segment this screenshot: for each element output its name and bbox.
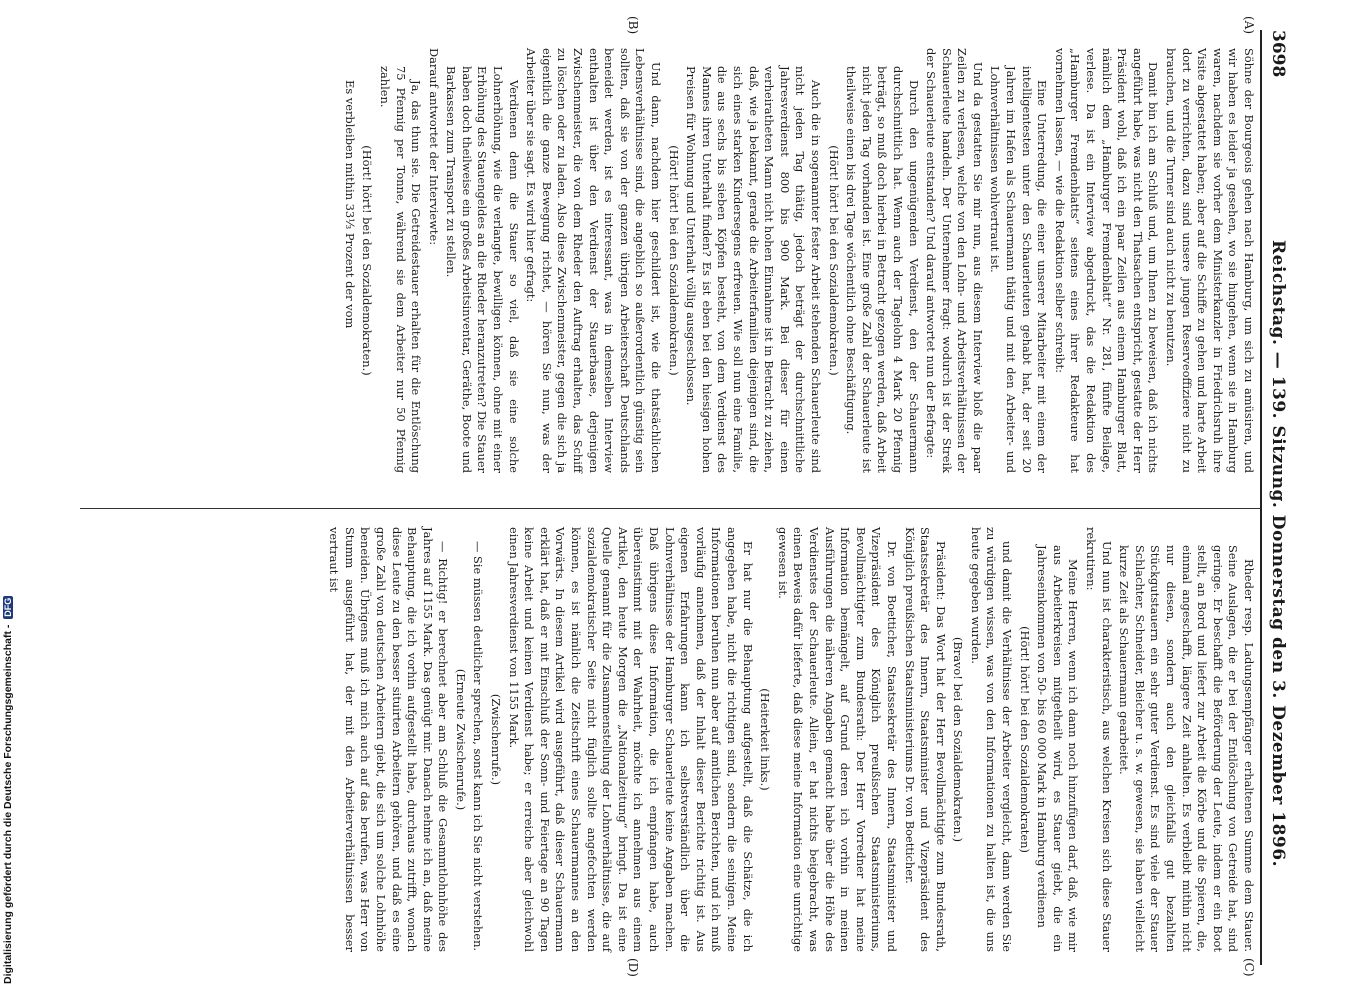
header-rule [1260,30,1262,965]
paragraph: Präsident: Das Wort hat der Herr Bevollmächtigte zum Bundesrath, Staatssekretär des Innern, Staatsminister und Vizepräsident des Königlich preußischen Staatsministeriums Dr. von Boetticher. [902,527,948,952]
paragraph: (Hört! hört! bei den Sozialdemokraten.) [666,145,681,376]
paragraph: Ja, das thun sie. Die Getreidestauer erhalten für die Entlöschung 75 Pfennig per Tonne, während sie dem Arbeiter nur 50 Pfennig zahlen. [377,66,424,473]
rotated-page-content [50,16,1290,977]
paragraph: Und da gestatten Sie mir nun, aus diesem Interview bloß die paar Zeilen zu verlesen, welche von den Lohn- und Arbeitsverhältnissen der Schauerleute handeln. Der Unternehmer fragt: wodurch ist der Streik der Schauerleute entstanden? Und darauf antwortet nun der Befragte: [924,48,985,473]
paragraph: Es verbleiben mithin 33⅓ Prozent der vom [342,80,357,329]
page-number: 3698 [1268,30,1288,78]
paragraph: (Hört! hört! bei den Sozialdemokraten) [1017,626,1032,853]
paragraph: (Hört! hört! bei den Sozialdemokraten.) [360,145,375,376]
paragraph: Söhne der Bourgeois gehen nach Hamburg, um sich zu amüsiren, und wir haben es leider ja gesehen, wo sie hingehen, wenn sie in Hamburg waren, nachdem sie vorher dem Ministerkanzler in Friedrichsruh ihre Visite abgestattet haben; aber auf die Schiffe zu gehen und harte Arbeit dort zu verrichten, dazu sind unsere jungen Reserveoffiziere nicht zu brauchen, und die Turner sind auch nicht zu benutzen. [1164,48,1256,473]
paragraph: (Zwischenrufe.) [489,693,504,786]
right-column [324,527,1256,952]
paragraph: (Erneute Zwischenrufe.) [453,668,468,811]
paragraph: Dr. von Boetticher, Staatssekretär des Innern, Staatsminister und Vizepräsident des Königlich preußischen Staatsministeriums, Bevollmächtigter zum Bundesrath: Der Herr Vorredner hat meine Information bemängelt, auf Grund deren ich vorhin in meinen Ausführungen die näheren Angaben gemacht habe über die Höhe des Verdienstes der Schauerleute. Allein, er hat nichts beigebracht, was einen Beweis dafür lieferte, daß diese meine Information eine unrichtige gewesen ist. [775,527,899,952]
paragraph: Er hat nur die Behauptung aufgestellt, daß die Schätze, die ich angegeben habe, nicht die richtigen sind, sondern die seinigen. Meine Informationen beruhen nun aber auf amtlichen Berichten, und ich muß vorläufig annehmen, daß der Inhalt dieser Berichte richtig ist. Aus eigenen Erfahrungen kann ich selbstverständlich über die Lohnverhältnisse der Hamburger Schauerleute keine Angaben machen. Daß übrigens diese Information, die ich empfangen habe, auch übereinstimmt mit der Wahrheit, möchte ich annehmen aus einem Artikel, den heute Morgen die „Nationalzeitung“ bringt. Da ist eine Quelle genannt für die Zusammenstellung der Lohnverhältnisse, die auf sozialdemokratischer Seite nicht füglich sollte angefochten werden können, es ist nämlich die Zeitschrift eines Schauermannes an den Vorwärts. In diesem Artikel wird ausgeführt, daß dieser Schauermann erklärt hat, daß er mit Einschluß der Sonn- und Feiertage an 90 Tagen keine Arbeit und keinen Verdienst habe; er erreiche aber gleichwohl einen Jahresverdienst von 1155 Mark. [506,527,755,952]
paragraph: Damit bin ich am Schluß und, um Ihnen zu beweisen, daß ich nichts angeführt habe, was nicht den Thatsachen entspricht, gestatte der Herr Präsident wohl, daß ich ein paar Zeilen aus einem Hamburger Blatt, nämlich dem „Hamburger Fremdenblatt“ Nr. 281, fünfte Beilage, verlese. Da ist ein Interview abgedruckt, das die Redaktion des „Hamburger Fremdenblatts“ seitens eines ihrer Redakteure hat vornehmen lassen, — wie die Redaktion selber schreibt: [1052,48,1161,473]
left-column [339,48,1256,473]
paragraph: Rheder resp. Ladungsempfänger erhaltenen Summe dem Stauer. Seine Auslagen, die er bei der Entlöschung von Getreide hat, sind geringe. Er beschafft die Beförderung der Leute, indem er ein Boot stellt, an Bord und liefert zur Arbeit die Körbe und die Spieren, die, einmal angeschafft, längere Zeit anhalten. Es verbleibt mithin nicht nur diesen, sondern auch den gleichfalls gut bezahlten Stückgutstauern ein sehr guter Verdienst. Es sind viele der Stauer Schlachter, Schneider, Bleicher u. s. w. gewesen, sie haben vielleicht kurze Zeit als Schauermann gearbeitet. [1117,545,1256,952]
paragraph: — Richtig! er berechnet aber am Schluß die Gesammtlohnhöhe des Jahres auf 1155 Mark. Das genügt mir. Danach nehme ich an, daß meine Behauptung, die ich vorhin aufgestellt habe, durchaus zutrifft, wonach diese Leute zu den besser situirten Arbeitern gehören, und daß es eine große Zahl von deutschen Arbeitern giebt, die sich um solche Lohnhöhe beneiden. Übrigens muß ich mich auch auf das berufen, was Herr von Stumm ausgeführt hat, der mit den Arbeiterverhältnissen besser vertraut ist [327,527,451,952]
paragraph: (Heiterkeit links.) [758,688,773,791]
page-title: Reichstag. — 139. Sitzung. Donnerstag den 3. Dezember 1896. [1268,240,1288,867]
column-divider [80,508,1260,509]
dfg-logo: DFG [3,597,13,617]
paragraph: — Sie müssen deutlicher sprechen, sonst kann ich Sie nicht verstehen. [471,541,486,952]
paragraph: Und dann, nachdem hier geschildert ist, wie die thatsächlichen Lebensverhältnisse sind, die angeblich so außerordentlich günstig sein sollten, daß sie von der ganzen übrigen Arbeiterschaft Deutschlands beneidet werden, ist es interessant, was in demselben Interview enthalten ist über den Verdienst der Stauerbaase, derjenigen Zwischenmeister, die von dem Rheder den Auftrag erhalten, das Schiff zu löschen oder zu laden. Also diese Zwischenmeister, gegen die sich ja eigentlich die ganze Bewegung richtet, — hören Sie nun, was der Arbeiter über sie sagt. Es wird hier gefragt: [524,48,664,473]
page-header [1262,30,1290,965]
paragraph: und damit die Verhältnisse der Arbeiter vergleicht, dann werden Sie zu würdigen wissen, was von den Informationen zu halten ist, die uns heute gegeben wurden. [968,527,1015,952]
paragraph: Und nun ist charakteristisch, aus welchen Kreisen sich diese Stauer rekrutiren: [1084,527,1114,952]
credit-text: Digitalisierung gefördert durch die Deutsche Forschungsgemeinschaft - [2,624,14,984]
paragraph: Durch den ungenügenden Verdienst, den der Schauermann durchschnittlich hat. Wenn auch der Tagelohn 4 Mark 20 Pfennig beträgt, so muß doch hierbei in Betracht gezogen werden, daß Arbeit nicht jeden Tag vorhanden ist. Eine große Zahl der Schauerleute ist theilweise einen bis drei Tage wöchentlich ohne Beschäftigung. [844,66,921,473]
paragraph: (Bravo! bei den Sozialdemokraten.) [951,636,966,843]
margin-mark-a: (A) [1242,16,1256,35]
margin-mark-d: (D) [626,958,640,977]
paragraph: (Hört! hört! bei den Sozialdemokraten.) [826,145,841,376]
paragraph: Verdienen denn die Stauer so viel, daß sie eine solche Lohnerhöhung, wie die verlangte, bewilligen können, ohne mit einer Erhöhung des Stauengeldes an die Rheder heranzutreten? Die Stauer haben doch theilweise ein großes Arbeitsinventar, Geräthe, Boote und Barkassen zum Transport zu stellen. [444,66,521,473]
paragraph: Auch die in sogenannter fester Arbeit stehenden Schauerleute sind nicht jeden Tag thätig, jedoch beträgt der durchschnittliche Jahresverdienst 800 bis 900 Mark. Bei dieser für einen verheiratheten Mann nicht hohen Einnahme ist in Betracht zu ziehen, daß, wie ja bekannt, gerade die Arbeiterfamilien diejenigen sind, die sich eines starken Kindersegens erfreuen. Wie soll nun eine Familie, die aus sechs bis sieben Köpfen besteht, von dem Verdienst des Mannes ihren Unterhalt finden? Es ist eben bei den hiesigen hohen Preisen für Wohnung und Unterhalt völlig ausgeschlossen. [684,66,823,473]
paragraph: Meine Herren, wenn ich dann noch hinzufügen darf, daß, wie mir aus Arbeiterkreisen mitgetheilt wird, es Stauer giebt, die ein Jahreseinkommen von 50- bis 60 000 Mark in Hamburg verdienen [1035,545,1081,952]
paragraph: Darauf antwortet der Interviewte: [426,48,441,246]
digitization-credit [2,0,16,984]
margin-mark-c: (C) [1242,958,1256,977]
paragraph: Eine Unterredung, die einer unserer Mitarbeiter mit einem der intelligentesten unter den Schauerleuten gehabt hat, der seit 20 Jahren im Hafen als Schauermann thätig und mit den Arbeiter- und Lohnverhältnissen wohlvertraut ist. [988,66,1050,473]
margin-mark-b: (B) [626,16,640,35]
